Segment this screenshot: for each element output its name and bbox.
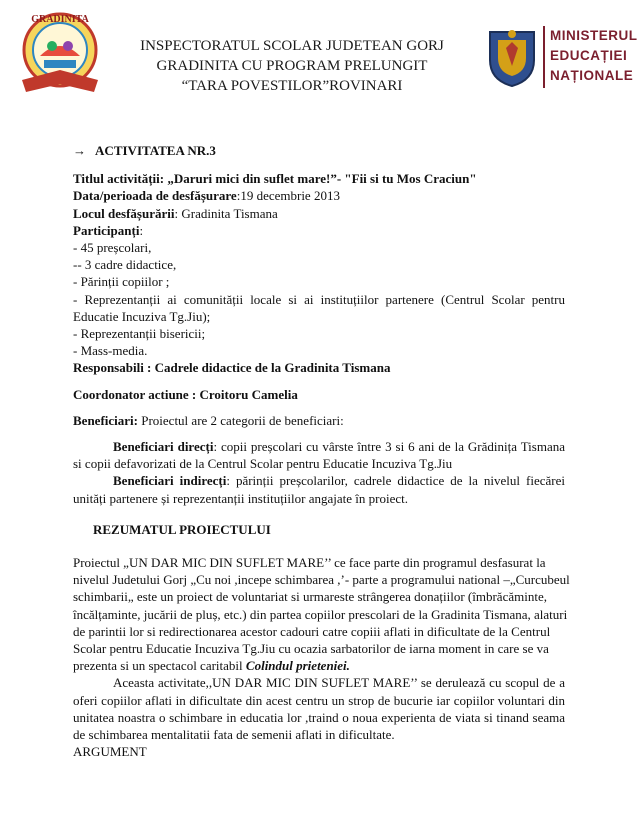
participants-label: Participanți (73, 222, 140, 238)
header-line-kindergarten: GRADINITA CU PROGRAM PRELUNGIT (156, 58, 428, 74)
summary-line: nivelul Judetului Gorj „Cu noi ,incepe schimbarea ,’- parte a programului national –„Curcubeul (73, 572, 570, 588)
header-title-block (104, 36, 480, 96)
participant-item: -- 3 cadre didactice, (73, 257, 177, 273)
summary-paragraph-2: Aceasta activitate,,UN DAR MIC DIN SUFLET MARE’’ se derulează cu scopul de a oferi copiilor aflati in dificultate din acest centru un strop de bucurie iar copiilor voluntari din unitatea noastra o schimbare in educatia lor ,traind o noua experienta de viata si tinand seama de schimbarea mentalitatii fata de semenii aflati in dificultate. (73, 675, 565, 743)
place-label: Locul desfășurării (73, 205, 175, 221)
direct-label: Beneficiari direcți (113, 439, 214, 455)
participant-item: - Reprezentanții ai comunității locale si ai instituțiilor partenere (Centrul Scolar pentru Educatie Incuziva Tg.Jiu); (73, 291, 565, 324)
ministry-line-3: NAȚIONALE (550, 68, 634, 83)
beneficiaries-value: Proiectul are 2 categorii de beneficiari: (137, 412, 344, 428)
summary-line: încălțaminte, jucării de pluș, etc.) din partea copiilor prescolari de la Gradinita Tismana, alaturi (73, 606, 568, 622)
beneficiaries-label: Beneficiari: (73, 412, 138, 428)
direct-value: : copii preșcolari cu vârste între 3 si 6 ani de la Grădinița Tismana si copii defavorizati de la Centrul Scolar pentru Educatie Incuziva Tg.Jiu (73, 439, 565, 472)
responsible-row: Responsabili : Cadrele didactice de la Gradinita Tismana (73, 360, 391, 376)
activity-date-row (73, 187, 565, 204)
summary-last-emphasis: Colindul prieteniei. (245, 658, 350, 674)
activity-heading (73, 142, 565, 159)
summary-line: schimbarii„ este un proiect de voluntariat si urmareste strângerea donațiilor (îmbrăcăminte, (73, 589, 547, 605)
header-line-inspectorate: INSPECTORATUL SCOLAR JUDETEAN GORJ (140, 38, 444, 54)
coordinator-row: Coordonator actiune : Croitoru Camelia (73, 386, 298, 402)
ministry-line-2: EDUCAȚIEI (550, 48, 628, 63)
activity-place-row (73, 205, 565, 222)
participant-item: - Părinții copiilor ; (73, 274, 170, 290)
date-value: :19 decembrie 2013 (236, 188, 340, 204)
participants-row (73, 222, 565, 239)
summary-last-prefix: prezenta si un spectacol caritabil (73, 658, 246, 674)
activity-title-row (73, 170, 565, 187)
participant-item: - 45 preșcolari, (73, 240, 152, 256)
ministry-crest-icon (484, 26, 540, 88)
participant-item: - Mass-media. (73, 343, 148, 359)
summary-line: Proiectul „UN DAR MIC DIN SUFLET MARE’’ ce face parte din programul desfasurat la (73, 555, 546, 571)
summary-line: de parintii lor si redirectionarea acestor cadouri catre copiii aflati in dificultate de la Centrul (73, 623, 551, 639)
summary-line: Scolar pentru Educatie Incuziva Tg.Jiu cu ocazia sarbatorilor de iarna moment in care se va (73, 641, 549, 657)
ministry-divider (543, 26, 545, 88)
ministry-line-1: MINISTERUL (550, 28, 638, 43)
indirect-beneficiaries (73, 472, 565, 506)
direct-beneficiaries (73, 438, 565, 472)
summary-line-last (73, 657, 565, 674)
header-line-name: “TARA POVESTILOR”ROVINARI (181, 78, 403, 94)
date-label: Data/perioada de desfășurare (73, 188, 237, 204)
kindergarten-logo (16, 6, 104, 102)
arrow-right-icon: → (73, 143, 86, 158)
ministry-name (550, 26, 638, 86)
title-label: Titlul activității (73, 171, 160, 187)
argument-heading: ARGUMENT (73, 744, 147, 760)
participants-colon: : (139, 222, 144, 238)
beneficiaries-row (73, 412, 565, 429)
participant-item: - Reprezentanții bisericii; (73, 326, 206, 342)
summary-heading: REZUMATUL PROIECTULUI (93, 521, 271, 537)
indirect-label: Beneficiari indirecți (113, 473, 227, 489)
activity-heading-text: ACTIVITATEA NR.3 (95, 143, 216, 158)
place-value: : Gradinita Tismana (174, 205, 278, 221)
title-value: : „Daruri mici din suflet mare!”- "Fii si tu Mos Craciun" (159, 171, 477, 187)
indirect-value: : părinții preșcolarilor, cadrele didactice de la nivelul fiecărei unități partenere și reprezentanții instituțiilor angajate în proiect. (73, 473, 565, 506)
document-body (73, 142, 570, 761)
logo-lettering: GRADINITA (31, 14, 89, 25)
